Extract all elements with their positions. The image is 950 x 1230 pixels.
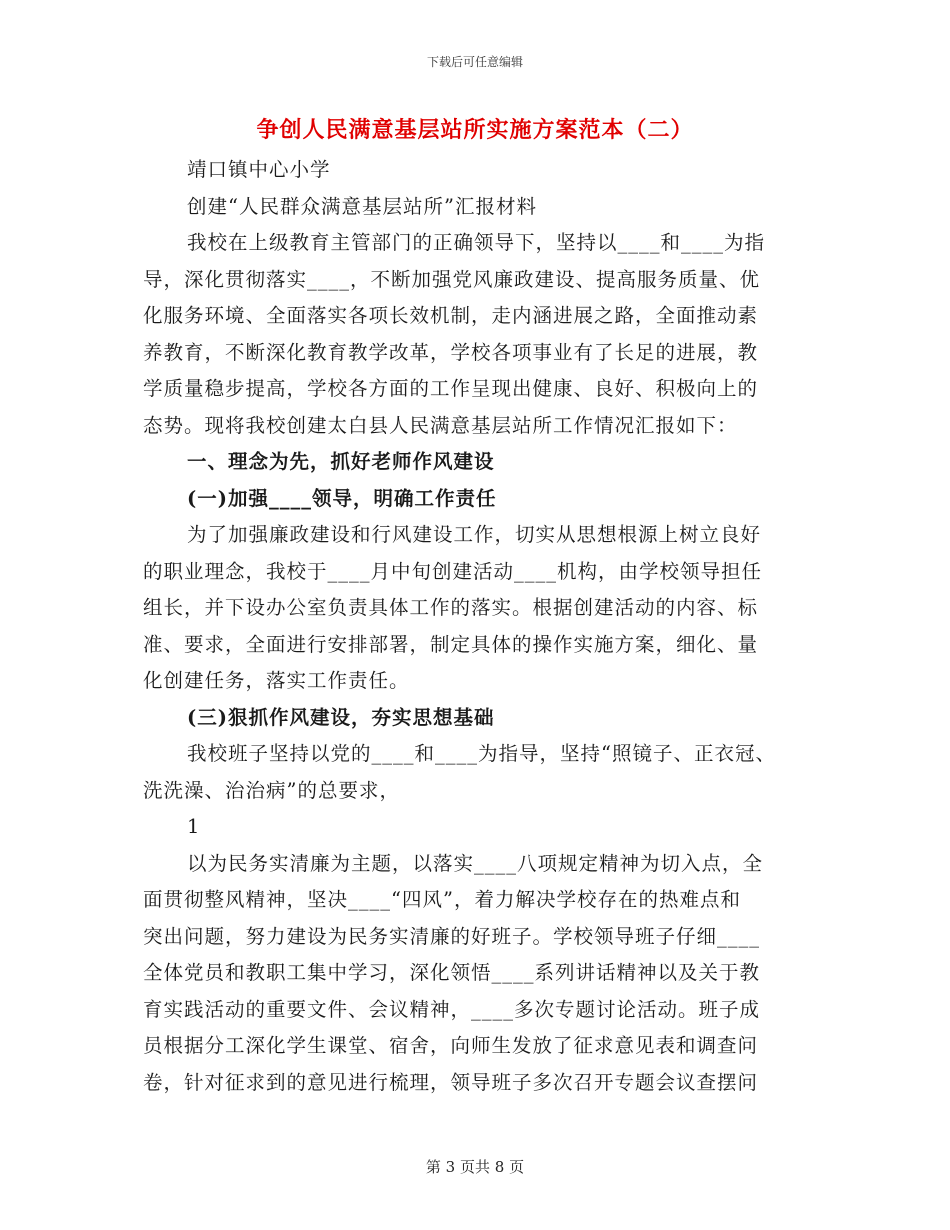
document-body — [143, 152, 808, 1101]
paragraph-line: 为了加强廉政建设和行风建设工作，切实从思想根源上树立良好 — [187, 523, 762, 546]
paragraph-line: 化服务环境、全面落实各项长效机制，走内涵进展之路，全面推动素 — [143, 304, 759, 327]
paragraph-line: 我校在上级教育主管部门的正确领导下，坚持以____和____为指 — [187, 231, 766, 254]
paragraph-line: 突出问题，努力建设为民务实清廉的好班子。学校领导班子仔细____ — [143, 924, 761, 948]
paragraph-line: 导，深化贯彻落实____，不断加强党风廉政建设、提高服务质量、优 — [143, 267, 761, 291]
paragraph-line: 学质量稳步提高，学校各方面的工作呈现出健康、良好、积极向上的 — [143, 377, 759, 400]
header-note: 下载后可任意编辑 — [426, 55, 523, 69]
paragraph-line: 态势。现将我校创建太白县人民满意基层站所工作情况汇报如下： — [143, 413, 738, 437]
paragraph-line: 养教育，不断深化教育教学改革，学校各项事业有了长足的进展，教 — [143, 340, 759, 364]
paragraph-line: 面贯彻整风精神，坚决____“四风”，着力解决学校存在的热难点和 — [143, 888, 741, 911]
paragraph-line: 我校班子坚持以党的____和____为指导，坚持“照镜子、正衣冠、 — [187, 742, 776, 765]
paragraph-line: 洗洗澡、治治病”的总要求， — [143, 778, 400, 802]
paragraph-line: 组长，并下设办公室负责具体工作的落实。根据创建活动的内容、标 — [143, 596, 759, 619]
paragraph-line: 全体党员和教职工集中学习，深化领悟____系列讲话精神以及关于教 — [143, 961, 761, 984]
paragraph-line: 化创建任务，落实工作责任。 — [143, 669, 410, 692]
paragraph-line: 育实践活动的重要文件、会议精神，____多次专题讨论活动。班子成 — [143, 997, 761, 1021]
section-heading: (一)加强____领导，明确工作责任 — [187, 486, 497, 510]
page-footer: 第 3 页共 8 页 — [425, 1158, 525, 1176]
page-marker: 1 — [187, 815, 201, 838]
paragraph-line: 卷，针对征求到的意见进行梳理，领导班子多次召开专题会议查摆问 — [143, 1070, 759, 1094]
paragraph-line: 员根据分工深化学生课堂、宿舍，向师生发放了征求意见表和调查问 — [143, 1034, 759, 1057]
section-heading: (三)狠抓作风建设，夯实思想基础 — [187, 705, 495, 729]
paragraph-line: 创建“人民群众满意基层站所”汇报材料 — [187, 194, 537, 218]
paragraph-line: 准、要求，全面进行安排部署，制定具体的操作实施方案，细化、量 — [143, 632, 759, 656]
paragraph-line: 的职业理念，我校于____月中旬创建活动____机构，由学校领导担任 — [143, 559, 763, 583]
document-title: 争创人民满意基层站所实施方案范本（二） — [256, 117, 694, 143]
section-heading: 一、理念为先，抓好老师作风建设 — [187, 450, 495, 473]
paragraph-line: 靖口镇中心小学 — [187, 158, 331, 181]
paragraph-line: 以为民务实清廉为主题，以落实____八项规定精神为切入点，全 — [187, 851, 764, 875]
